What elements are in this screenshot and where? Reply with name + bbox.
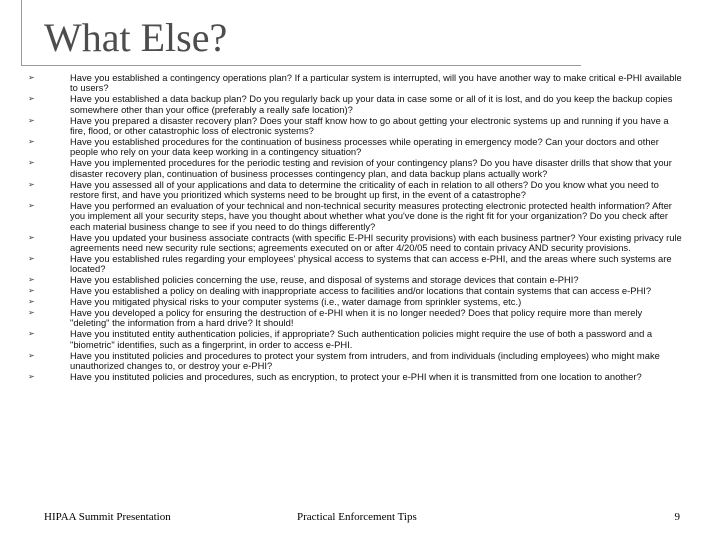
arrow-bullet-icon: ➢ [28,179,35,189]
bullet-item [28,94,684,115]
footer-presentation-name: HIPAA Summit Presentation [44,511,171,523]
bullet-item [28,73,684,94]
bullet-text: Have you established rules regarding your employees' physical access to systems that can access e-PHI, and the areas where such systems are located? [70,252,672,275]
arrow-bullet-icon: ➢ [28,158,35,168]
arrow-bullet-icon: ➢ [28,297,35,307]
bullet-text: Have you established procedures for the continuation of business processes while operating in emergency mode? Can your doctors and other people who rely on your data keep working in a contingency situation? [70,135,659,158]
bullet-text: Have you established policies concerning the use, reuse, and disposal of systems and storage devices that contain e-PHI? [70,274,579,286]
arrow-bullet-icon: ➢ [28,232,35,242]
bullet-text: Have you mitigated physical risks to your computer systems (i.e., water damage from sprinkler systems, etc.) [70,296,522,308]
bullet-item [28,308,684,329]
bullet-text: Have you implemented procedures for the periodic testing and revision of your contingency plans? Do you have disaster drills that show that your disaster recovery plan, continuation of business processes contingency plan, and data backup plans actually work? [70,157,672,179]
bullet-item [28,329,684,350]
bullet-item [28,286,684,296]
bullet-list [28,73,684,383]
arrow-bullet-icon: ➢ [28,115,35,125]
bullet-text: Have you instituted entity authentication policies, if appropriate? Such authentication policies might require the use of both a password and a "biometric" identifies, such as a fingerprint, in order to access e-PHI. [70,328,653,350]
bullet-item [28,201,684,232]
title-horizontal-rule [21,65,581,66]
arrow-bullet-icon: ➢ [28,307,35,317]
arrow-bullet-icon: ➢ [28,200,35,210]
arrow-bullet-icon: ➢ [28,94,35,104]
bullet-item [28,297,684,307]
bullet-text: Have you developed a policy for ensuring the destruction of e-PHI when it is no longer needed? Does that policy require more than merely "deleting" the information from a hard drive? It should! [70,306,643,329]
bullet-text: Have you established a contingency operations plan? If a particular system is interrupted, will you have another way to make critical e-PHI available to users? [70,72,682,94]
bullet-text: Have you prepared a disaster recovery plan? Does your staff know how to go about getting your electronic systems up and running if you have a fire, flood, or other catastrophic loss of electronic systems? [70,114,669,137]
bullet-text: Have you instituted policies and procedures, such as encryption, to protect your e-PHI when it is transmitted from one location to another? [70,370,642,382]
footer-section-title: Practical Enforcement Tips [297,511,417,523]
page-number: 9 [674,511,680,523]
title-vertical-rule [21,0,22,66]
bullet-item [28,137,684,158]
arrow-bullet-icon: ➢ [28,350,35,360]
slide-title: What Else? [44,15,228,60]
bullet-item [28,351,684,372]
arrow-bullet-icon: ➢ [28,286,35,296]
bullet-item [28,254,684,275]
bullet-item [28,275,684,285]
bullet-text: Have you established a policy on dealing with inappropriate access to facilities and/or locations that contain systems that can access e-PHI? [70,285,652,297]
bullet-item [28,180,684,201]
bullet-text: Have you assessed all of your applications and data to determine the criticality of each in relation to all others? Do you know what you need to restore first, and have you prioritized which systems need to be brought up first, in the event of a catastrophe? [70,178,659,200]
bullet-text: Have you updated your business associate contracts (with specific E-PHI security provisions) with each business partner? Your existing privacy rule agreements need new security rule sections; agreements executed on or after 4/20/05 need to contain privacy AND security provisions. [70,231,682,253]
bullet-item [28,372,684,382]
bullet-text: Have you instituted policies and procedures to protect your system from intruders, and from individuals (including employees) who might make unauthorized changes to, or destroy your e-PHI? [70,349,660,371]
bullet-text: Have you established a data backup plan? Do you regularly back up your data in case some or all of it is lost, and do you keep the backup copies somewhere other than your office (preferably a really safe location)? [70,93,673,115]
arrow-bullet-icon: ➢ [28,73,35,82]
arrow-bullet-icon: ➢ [28,329,35,339]
arrow-bullet-icon: ➢ [28,275,35,285]
arrow-bullet-icon: ➢ [28,371,35,381]
bullet-item [28,233,684,254]
bullet-text: Have you performed an evaluation of your technical and non-technical security measures protecting electronic protected health information? After you implement all your security steps, have you thought about whether what you've done is the right fit for your organization? Do you check after each material business change to see if you need to do things differently? [70,199,672,232]
bullet-item [28,116,684,137]
arrow-bullet-icon: ➢ [28,136,35,146]
arrow-bullet-icon: ➢ [28,253,35,263]
bullet-item [28,158,684,179]
